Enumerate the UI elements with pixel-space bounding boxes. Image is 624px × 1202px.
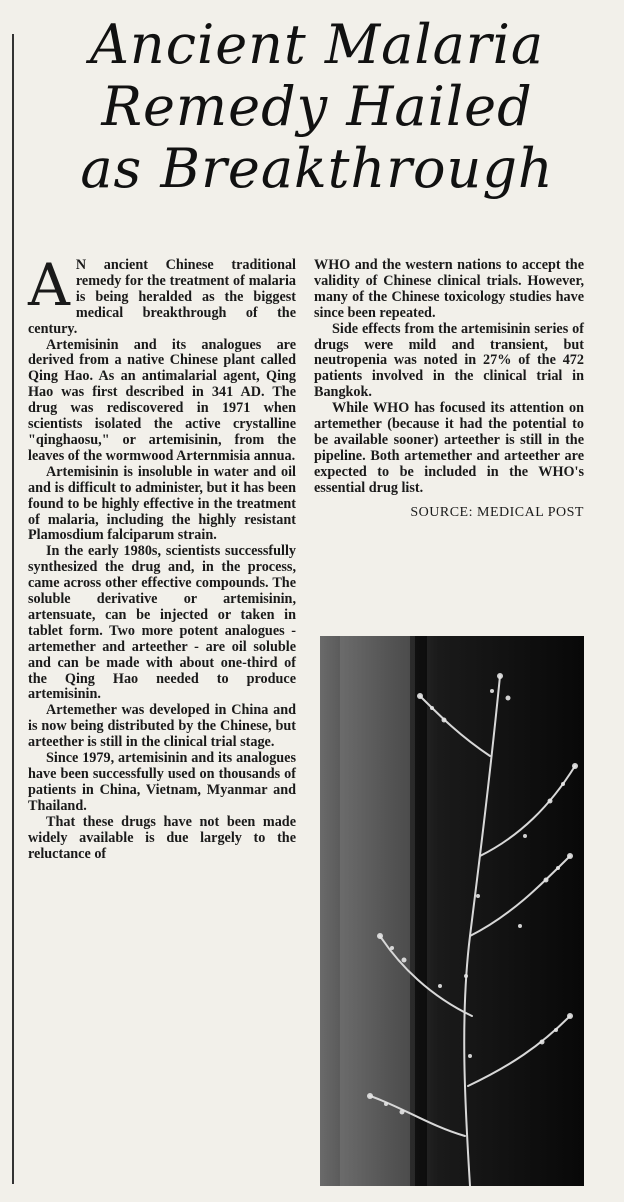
article-paragraph-9: Side effects from the artemisinin series of drugs were mild and transient, but neutropenia was noted in 27% of the 472 patients involved in the clinical trial in Bangkok. [314, 320, 584, 401]
article-paragraph-6: Since 1979, artemisinin and its analogues have been successfully used on thousands of patients in China, Vietnam, Myanmar and Thailand. [28, 750, 296, 814]
article-paragraph-7: That these drugs have not been made widely available is due largely to the reluctance of [28, 813, 296, 862]
article-paragraph-4: In the early 1980s, scientists successfully synthesized the drug and, in the process, came across other effective compounds. The soluble derivative or artemisinin, artensuate, can be injected or taken in tablet form. Two more potent analogues - artemether and arteether - are oil soluble and can be made with about one-third of the Qing Hao needed to produce artemisinin. [28, 543, 296, 703]
article-paragraph-8: WHO and the western nations to accept the validity of Chinese clinical trials. However, many of the Chinese toxicology studies have since been repeated. [314, 257, 584, 321]
article-column-right [314, 258, 584, 521]
plant-photo [320, 636, 584, 1186]
headline-line-2: Remedy Hailed [101, 75, 533, 138]
headline-line-1: Ancient Malaria [89, 13, 545, 76]
article-paragraph-5: Artemether was developed in China and is now being distributed by the Chinese, but arteether is still in the clinical trial stage. [28, 702, 296, 751]
headline [22, 14, 612, 200]
source-credit: SOURCE: MEDICAL POST [410, 504, 584, 520]
article-paragraph-1 [28, 251, 296, 338]
article-paragraph-3: Artemisinin is insoluble in water and oil and is difficult to administer, but it has been found to be highly effective in the treatment of malaria, including the highly resistant Plamosdium falciparum strain. [28, 463, 296, 544]
paragraph-text: N ancient Chinese traditional remedy for the treatment of malaria is being heralded as the biggest medical breakthrough of the century. [28, 257, 296, 337]
drop-cap: A [28, 251, 70, 319]
wormwood-plant-image [320, 636, 584, 1186]
article-paragraph-10: While WHO has focused its attention on artemether (because it had the potential to be available sooner) arteether is still in the pipeline. Both artemether and arteether are expected to be included in the WHO's essential drug list. [314, 400, 584, 496]
article-paragraph-2: Artemisinin and its analogues are derived from a native Chinese plant called Qing Hao. As an antimalarial agent, Qing Hao was first described in 341 AD. The drug was rediscovered in 1971 when scientists isolated the active crystalline "qinghaosu," or artemisinin, from the leaves of the wormwood Arternmisia annua. [28, 336, 296, 464]
article-column-left [28, 251, 296, 862]
headline-line-3: as Breakthrough [80, 137, 554, 200]
column-rule [12, 34, 14, 1184]
